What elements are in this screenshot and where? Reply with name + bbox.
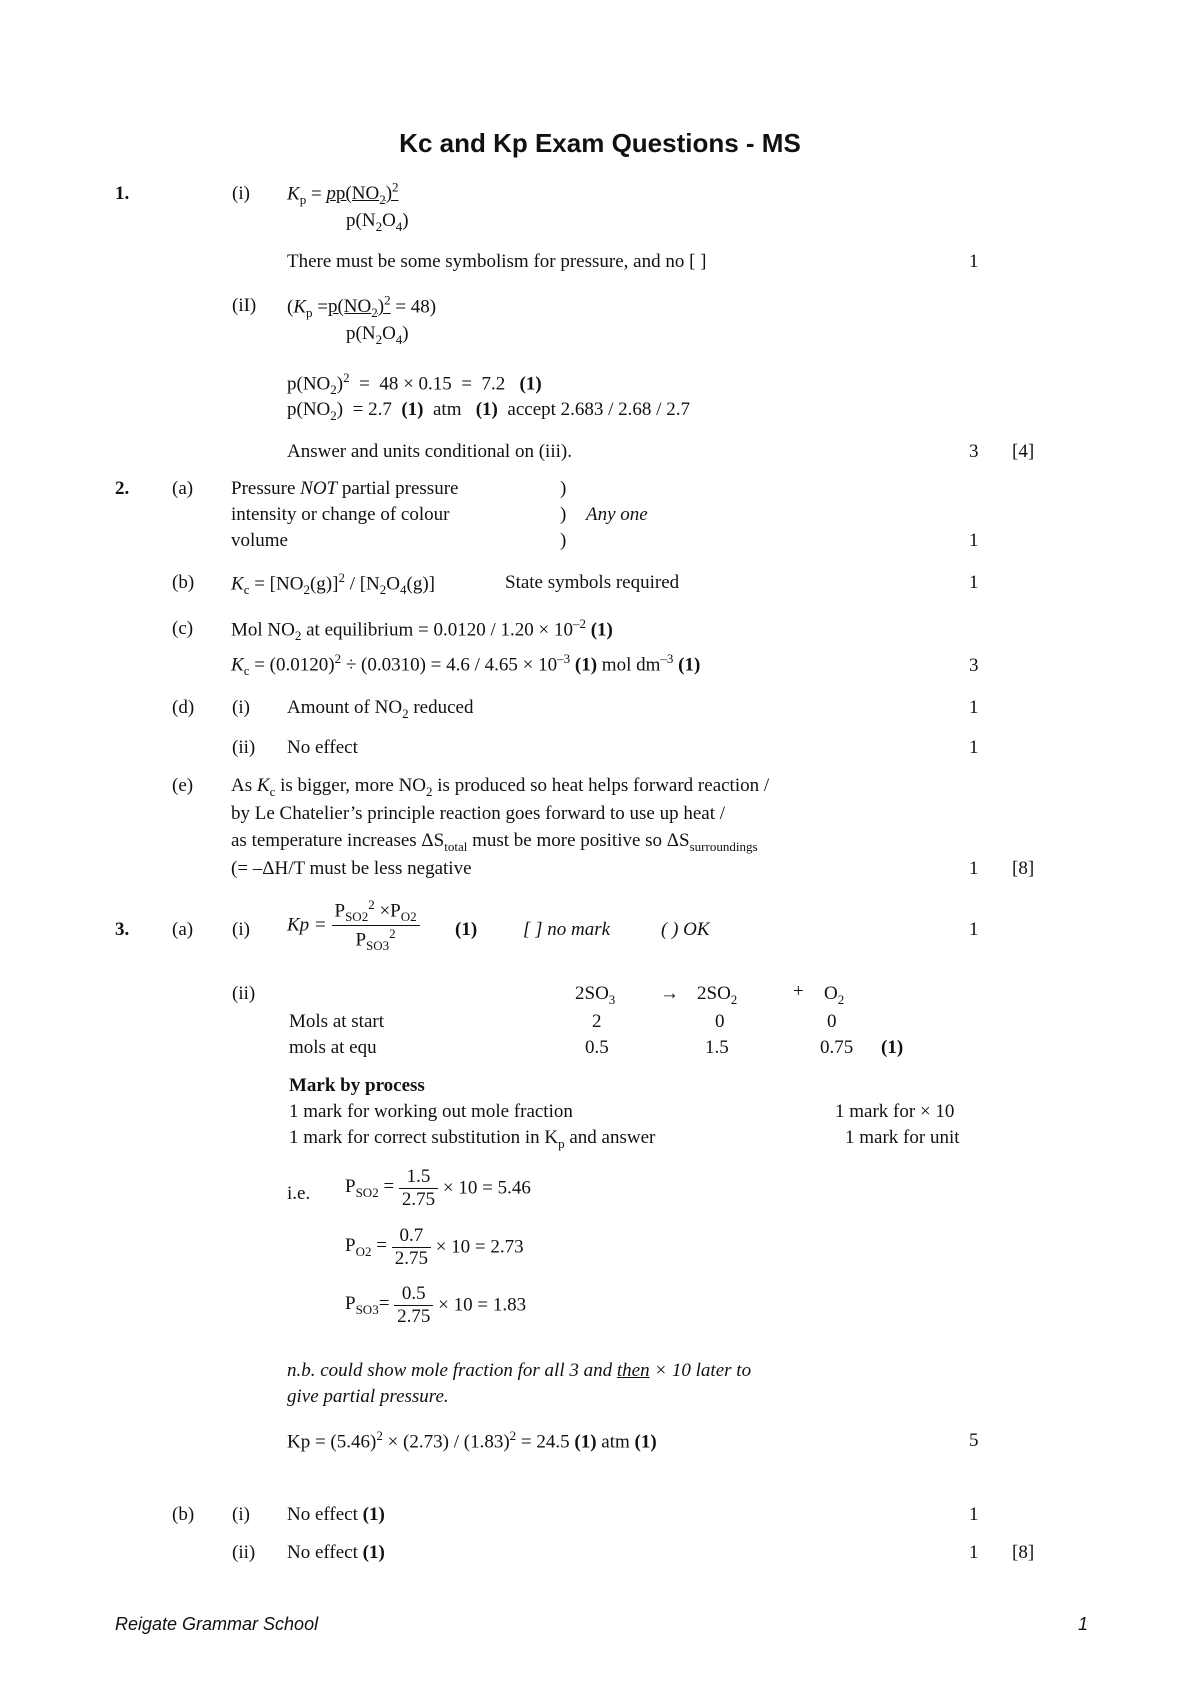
- kc-expression: $K_c = [NO_2(g)]^2 / [N_2O_4(g)]$: [231, 570, 435, 598]
- mark: 1: [969, 858, 979, 879]
- part-label: (i): [232, 1504, 250, 1525]
- ie-label: i.e.: [287, 1183, 311, 1204]
- bracket: ): [560, 504, 567, 525]
- marking-note: State symbols required: [505, 572, 680, 593]
- part-label: (a): [172, 919, 194, 940]
- answer-line: by Le Chatelier’s principle reaction goes forward to use up heat /: [231, 803, 726, 824]
- kp-fraction: Kp = $\frac{P_{SO2}^2 \times P_{O2}}{P_{SO3}^2}$: [287, 897, 420, 954]
- part-label: (d): [172, 697, 195, 718]
- mark: 1: [969, 251, 979, 272]
- equation-product: $O_2$: [824, 983, 845, 1007]
- partial-pressure-o2: $P_{O2}$ = $\frac{0.7}{2.75}$ × 10 = 2.73: [345, 1225, 524, 1269]
- answer-line: No effect (1): [287, 1504, 385, 1525]
- mark-indicator: (1): [455, 919, 478, 940]
- marking-note: ( ) OK: [661, 919, 710, 940]
- mark-indicator: (1): [881, 1037, 904, 1058]
- mark: 3: [969, 441, 979, 462]
- part-label: (c): [172, 618, 194, 639]
- plus-sign: +: [793, 981, 804, 1002]
- part-label: (i): [232, 697, 250, 718]
- marking-note: Answer and units conditional on (iii).: [287, 441, 572, 462]
- kp-denominator-ii: $p(N_2O_4)$: [346, 323, 409, 347]
- part-label: (i): [232, 183, 250, 204]
- bracket: ): [560, 478, 567, 499]
- mark: 1: [969, 919, 979, 940]
- page-title: Kc and Kp Exam Questions - MS: [399, 128, 801, 158]
- process-line: 1 mark for working out mole fraction: [289, 1101, 573, 1122]
- answer-line: (= –ΔH/T must be less negative: [231, 858, 472, 879]
- answer-line: Amount of $NO_2$ reduced: [287, 697, 474, 721]
- process-line: 1 mark for correct substitution in $K_p$ and answer: [289, 1127, 656, 1151]
- table-cell: 0: [715, 1011, 725, 1032]
- mark: 1: [969, 530, 979, 551]
- marking-note: [ ] no mark: [523, 919, 611, 940]
- mark: 1: [969, 1504, 979, 1525]
- bracket: ): [560, 530, 567, 551]
- nb-note: n.b. could show mole fraction for all 3 and then × 10 later to: [287, 1360, 752, 1381]
- equation-product: $2SO_2$: [697, 983, 738, 1007]
- mark: 1: [969, 737, 979, 758]
- part-label: (ii): [232, 1542, 256, 1563]
- mark: 1: [969, 1542, 979, 1563]
- marking-note: There must be some symbolism for pressure, and no [ ]: [287, 251, 707, 272]
- answer-line: No effect: [287, 737, 358, 758]
- answer-line: Pressure NOT partial pressure: [231, 478, 459, 499]
- reaction-arrow: →: [660, 983, 679, 1004]
- question-number: 2.: [115, 478, 130, 499]
- part-label: (e): [172, 775, 194, 796]
- part-label: (b): [172, 1504, 195, 1525]
- process-heading: Mark by process: [289, 1075, 425, 1096]
- mark: 1: [969, 697, 979, 718]
- table-cell: 1.5: [705, 1037, 729, 1058]
- working-line: Mol $NO_2$ at equilibrium = $0.0120 / 1.20 \times 10^{-2}$ (1): [231, 616, 613, 644]
- part-label: (iI): [232, 295, 257, 316]
- footer-school: Reigate Grammar School: [115, 1614, 319, 1634]
- answer-line: as temperature increases $\Delta S_{total}$ must be more positive so $\Delta S_{surroundings}$: [231, 830, 758, 854]
- working-line: $p(NO_2)^2 = 48 \times 0.15 = 7.2$ (1): [287, 370, 542, 398]
- table-row-label: mols at equ: [289, 1037, 377, 1058]
- part-label: (ii): [232, 737, 256, 758]
- table-cell: 0.5: [585, 1037, 609, 1058]
- working-line: $p(NO_2) = 2.7$ (1) atm (1) accept 2.683 / 2.68 / 2.7: [287, 399, 690, 423]
- question-number: 1.: [115, 183, 130, 204]
- kp-expression-ii: $(K_p =p(NO_2)^2 = 48)$: [287, 293, 437, 321]
- working-line: $K_c = (0.0120)^2 \div (0.0310) = 4.6 / 4.65 \times 10^{-3}$ (1) mol $dm^{-3}$ (1): [231, 651, 701, 679]
- question-total: [8]: [1012, 1542, 1035, 1563]
- nb-note: give partial pressure.: [287, 1386, 449, 1407]
- part-label: (b): [172, 572, 195, 593]
- part-label: (a): [172, 478, 194, 499]
- table-row-label: Mols at start: [289, 1011, 384, 1032]
- answer-line: intensity or change of colour: [231, 504, 450, 525]
- part-label: (ii): [232, 983, 256, 1004]
- any-one-note: Any one: [586, 504, 648, 525]
- mark: 1: [969, 572, 979, 593]
- table-cell: 0: [827, 1011, 837, 1032]
- mark: 5: [969, 1430, 979, 1451]
- partial-pressure-so3: $P_{SO3}=$ $\frac{0.5}{2.75}$ × 10 = 1.83: [345, 1283, 527, 1327]
- mark: 3: [969, 655, 979, 676]
- page-number: 1: [1078, 1614, 1089, 1634]
- question-total: [8]: [1012, 858, 1035, 879]
- question-total: [4]: [1012, 441, 1035, 462]
- equation-reactant: $2SO_3$: [575, 983, 616, 1007]
- answer-line: No effect (1): [287, 1542, 385, 1563]
- table-cell: 2: [592, 1011, 602, 1032]
- table-cell: 0.75: [820, 1037, 854, 1058]
- kp-answer: $Kp = (5.46)^2 \times (2.73) / (1.83)^2 = 24.5$ (1) atm (1): [287, 1428, 657, 1453]
- kp-denominator: $p(N_2O_4)$: [346, 210, 409, 234]
- answer-line: volume: [231, 530, 288, 551]
- part-label: (i): [232, 919, 250, 940]
- kp-expression: $K_p = pp(NO_2)^2$: [287, 180, 399, 208]
- answer-line: As $K_c$ is bigger, more $NO_2$ is produced so heat helps forward reaction /: [231, 775, 770, 799]
- process-line: 1 mark for unit: [845, 1127, 960, 1148]
- process-line: 1 mark for × 10: [835, 1101, 955, 1122]
- question-number: 3.: [115, 919, 130, 940]
- partial-pressure-so2: $P_{SO2}$ = $\frac{1.5}{2.75}$ × 10 = 5.46: [345, 1166, 531, 1210]
